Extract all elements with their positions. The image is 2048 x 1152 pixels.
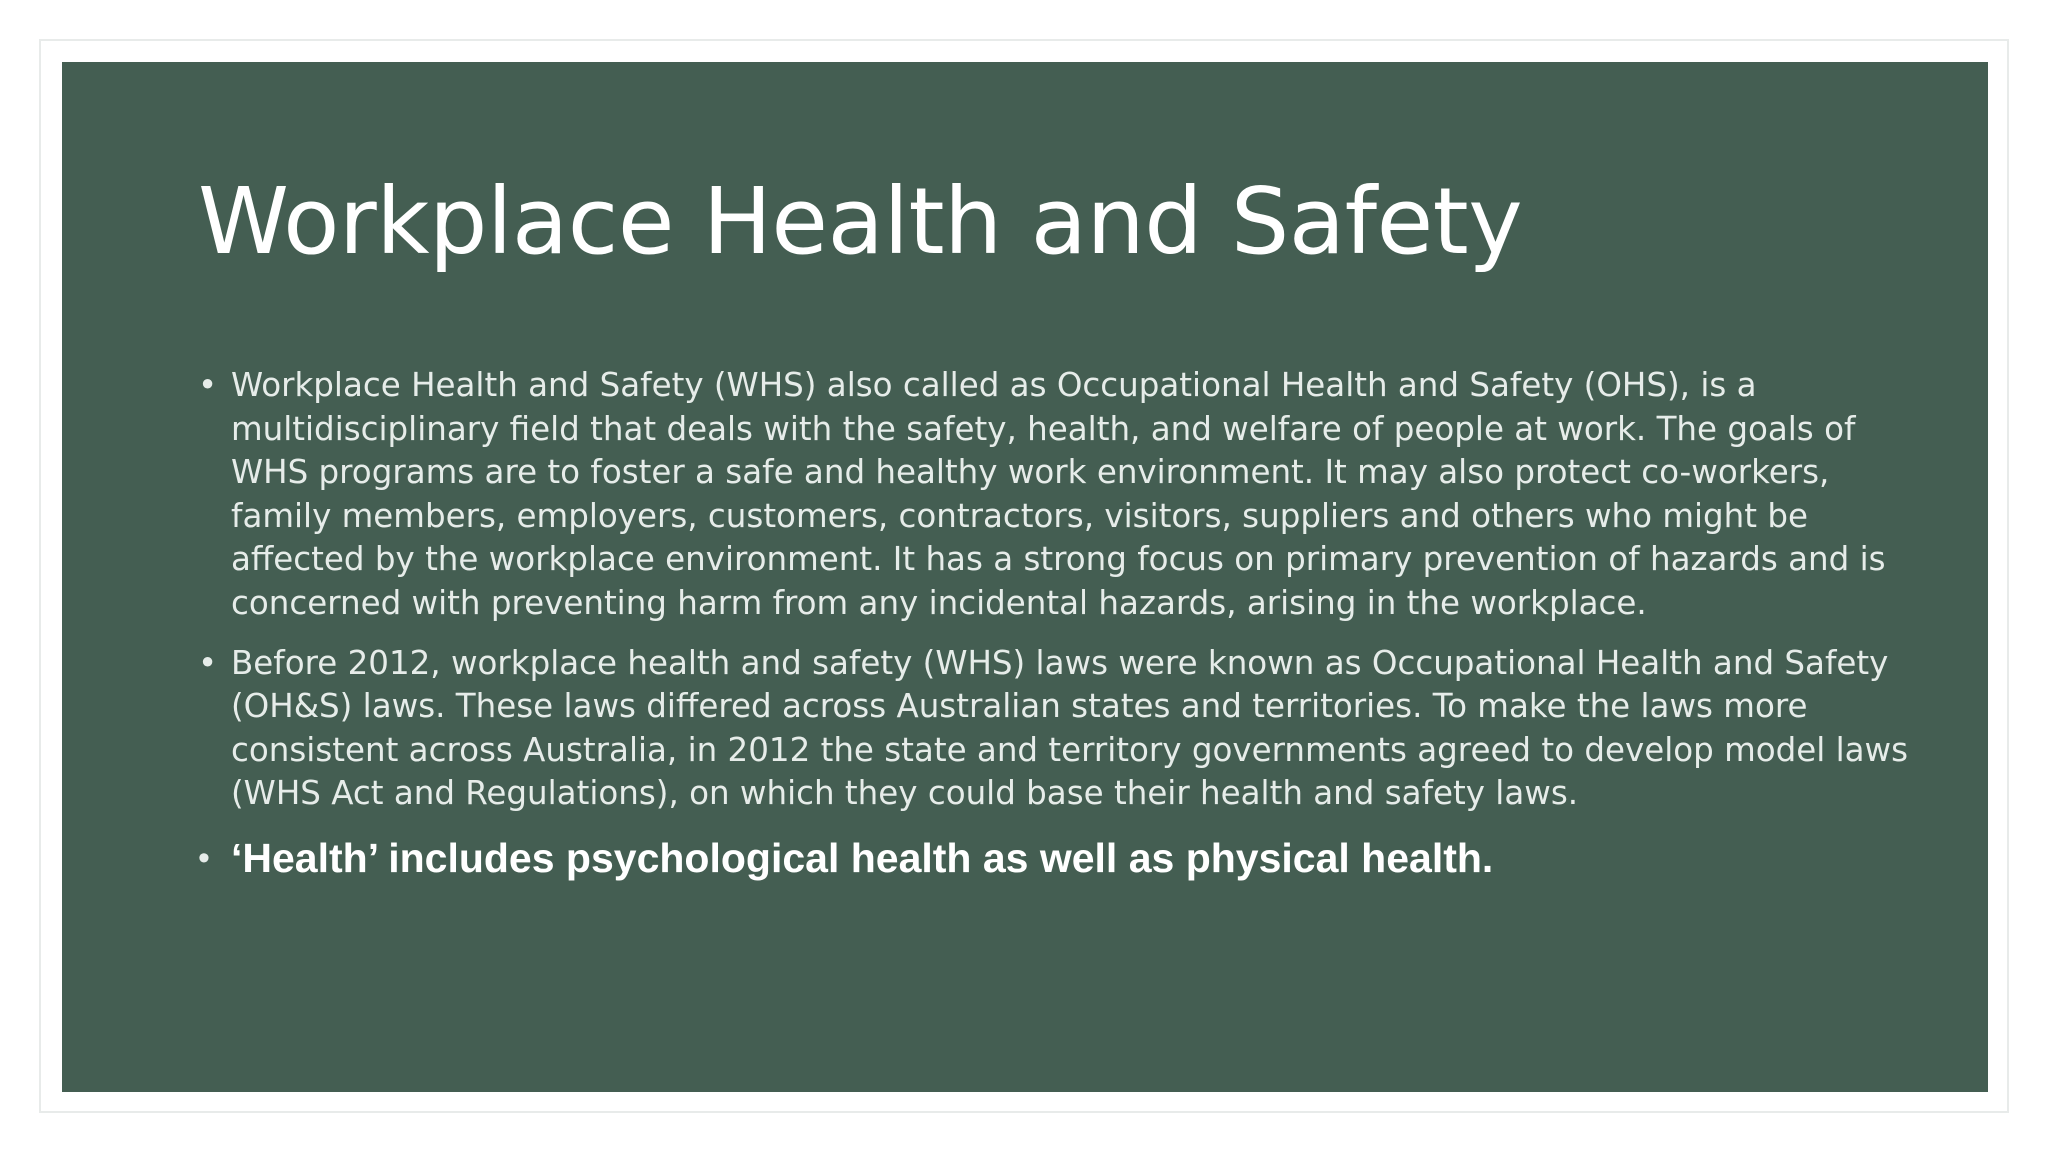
bullet-marker-icon: • xyxy=(198,838,210,877)
bullet-marker-icon: • xyxy=(198,366,218,404)
bullet-list xyxy=(198,364,1918,900)
bullet-text: Before 2012, workplace health and safety (WHS) laws were known as Occupational Health and Safety (OH&S) laws. These laws differed across Australian states and territories. To make the laws more consistent across Australia, in 2012 the state and territory governments agreed to develop model laws (WHS Act and Regulations), on which they could base their health and safety laws. xyxy=(231,643,1909,813)
bullet-item-whs-definition xyxy=(198,364,1918,626)
bullet-marker-icon: • xyxy=(198,643,218,682)
bullet-item-whs-history xyxy=(198,642,1918,816)
bullet-text: Workplace Health and Safety (WHS) also called as Occupational Health and Safety (OHS), is a multidisciplinary field that deals with the safety, health, and welfare of people at work. The goals of WHS programs are to foster a safe and healthy work environment. It may also protect co-workers, family members, employers, customers, contractors, visitors, suppliers and others who might be affected by the workplace environment. It has a strong focus on primary prevention of hazards and is concerned with preventing harm from any incidental hazards, arising in the workplace. xyxy=(231,366,1886,622)
bullet-text: ‘Health’ includes psychological health as well as physical health. xyxy=(231,834,1494,881)
slide xyxy=(62,62,1988,1092)
bullet-item-health-definition xyxy=(198,832,1918,884)
slide-title: Workplace Health and Safety xyxy=(198,168,1523,275)
